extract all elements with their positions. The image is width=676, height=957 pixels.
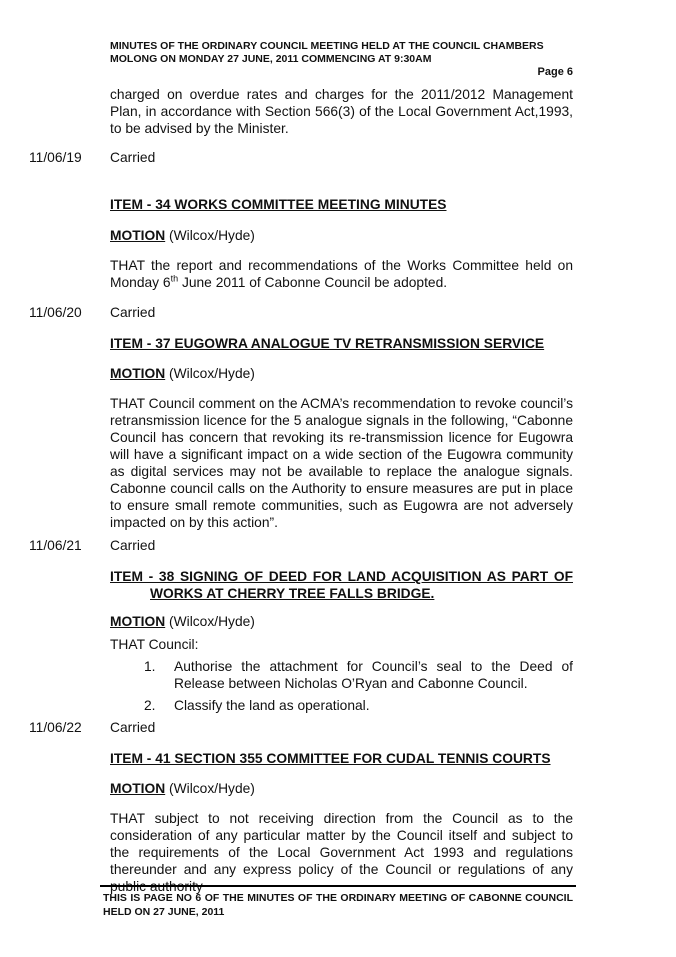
header-line-2: MOLONG ON MONDAY 27 JUNE, 2011 COMMENCING AT 9:30AM <box>110 53 432 65</box>
resolution-status: Carried <box>110 720 156 735</box>
motion-mover: (Wilcox/Hyde) <box>169 228 255 243</box>
motion-label: MOTION <box>110 366 166 381</box>
item-37-text: THAT Council comment on the ACMA’s recommendation to revoke council’s retransmission licence for the 5 analogue signals in the following, “Cabonne Council has concern that revoking its re-transmission licence for Eugowra will have a significant impact on a wide section of the Eugowra community as digital services may not be available to replace the analogue signals. Cabonne council calls on the Authority to ensure measures are put in place to ensure small remote communities, such as Eugowra are not adversely impacted on by this action”. <box>110 396 573 530</box>
motion-label: MOTION <box>110 614 166 629</box>
item-37-motion <box>110 365 255 382</box>
page-footer: THIS IS PAGE NO 6 OF THE MINUTES OF THE ORDINARY MEETING OF CABONNE COUNCIL HELD ON 27 JUNE, 2011 <box>103 892 573 918</box>
item-38-title <box>110 568 573 602</box>
document-header <box>110 40 575 66</box>
item-38-title-line-1: ITEM - 38 SIGNING OF DEED FOR LAND ACQUISITION AS PART OF <box>110 569 573 584</box>
motion-mover: (Wilcox/Hyde) <box>169 781 255 796</box>
intro-paragraph: charged on overdue rates and charges for the 2011/2012 Management Plan, in accordance with Section 566(3) of the Local Government Act,1993, to be advised by the Minister. <box>110 87 573 136</box>
item-38-title-line-2: WORKS AT CHERRY TREE FALLS BRIDGE. <box>150 586 435 601</box>
item-41-motion <box>110 780 255 797</box>
resolution-number: 11/06/21 <box>29 538 82 553</box>
footer-rule <box>100 885 576 887</box>
item-34-text: THAT the report and recommendations of the Works Committee held on Monday 6th June 2011 of Cabonne Council be adopted. <box>110 258 573 290</box>
motion-mover: (Wilcox/Hyde) <box>169 366 255 381</box>
resolution-number: 11/06/20 <box>29 305 82 320</box>
item-41-text: THAT subject to not receiving direction from the Council as to the consideration of any particular matter by the Council itself and subject to the requirements of the Local Government Act 1993 and regulations thereunder and any express policy of the Council or regulations of any public authority <box>110 811 573 894</box>
item-34-motion <box>110 227 255 244</box>
header-line-1: MINUTES OF THE ORDINARY COUNCIL MEETING HELD AT THE COUNCIL CHAMBERS <box>110 40 544 52</box>
item-38-intro: THAT Council: <box>110 637 199 652</box>
resolution-status: Carried <box>110 538 156 553</box>
motion-mover: (Wilcox/Hyde) <box>169 614 255 629</box>
resolution-status: Carried <box>110 150 156 165</box>
list-item: 1. Authorise the attachment for Council’s seal to the Deed of Release between Nicholas O’Ryan and Cabonne Council. <box>144 659 573 691</box>
item-38-motion <box>110 613 255 630</box>
page-number: Page 6 <box>537 66 573 78</box>
motion-label: MOTION <box>110 228 166 243</box>
resolution-number: 11/06/22 <box>29 720 82 735</box>
resolution-status: Carried <box>110 305 156 320</box>
resolution-number: 11/06/19 <box>29 150 82 165</box>
list-item: 2. Classify the land as operational. <box>144 698 370 713</box>
motion-label: MOTION <box>110 781 166 796</box>
item-37-title: ITEM - 37 EUGOWRA ANALOGUE TV RETRANSMISSION SERVICE <box>110 336 545 351</box>
item-41-title: ITEM - 41 SECTION 355 COMMITTEE FOR CUDAL TENNIS COURTS <box>110 751 551 766</box>
item-34-title: ITEM - 34 WORKS COMMITTEE MEETING MINUTES <box>110 197 447 212</box>
